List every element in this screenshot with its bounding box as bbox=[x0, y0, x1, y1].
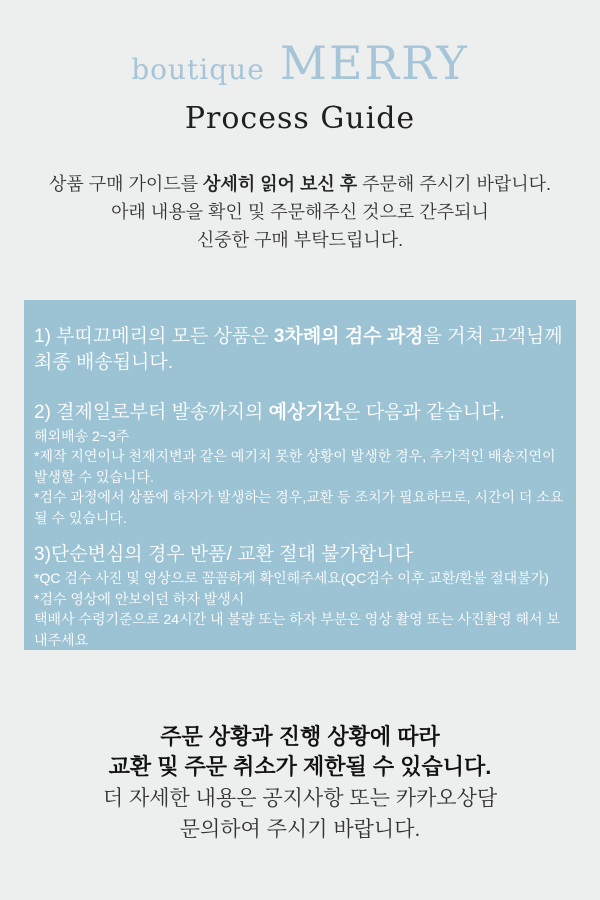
spacer bbox=[34, 376, 566, 400]
notice-item3-note-1: *QC 검수 사진 및 영상으로 꼼꼼하게 확인해주세요(QC검수 이후 교환/환불 절대불가) bbox=[34, 570, 549, 587]
notice-item-1 bbox=[34, 324, 566, 376]
brand-name: MERRY bbox=[279, 36, 469, 90]
notice-item2-bold: 예상기간 bbox=[268, 401, 343, 423]
intro-paragraph bbox=[0, 170, 600, 254]
notice-item2-post: 은 다음과 같습니다. bbox=[342, 401, 505, 423]
notice-item1-post: 을 거쳐 고객님께 최종 배송됩니다. bbox=[34, 325, 563, 373]
footer-bold-line-2: 교환 및 주문 취소가 제한될 수 있습니다. bbox=[108, 753, 492, 779]
intro-line-3: 신중한 구매 부탁드립니다. bbox=[196, 229, 404, 250]
intro-line-1 bbox=[0, 170, 600, 198]
notice-item1-bold: 3차례의 검수 과정 bbox=[273, 325, 424, 347]
notice-item2-pre: 2) 결제일로부터 발송까지의 bbox=[34, 401, 269, 423]
intro-line1-bold: 상세히 읽어 보신 후 bbox=[203, 173, 358, 194]
notice-box bbox=[24, 300, 576, 650]
notice-item2-note-1: 해외배송 2~3주 bbox=[34, 427, 130, 444]
notice-item3-note-3: 택배사 수령기준으로 24시간 내 불량 또는 하자 부분은 영상 촬영 또는 사진촬영 해서 보내주세요 bbox=[34, 611, 560, 648]
footer-warning bbox=[0, 722, 600, 844]
intro-line1-pre: 상품 구매 가이드를 bbox=[48, 173, 204, 194]
notice-item1-pre: 1) 부띠끄메리의 모든 상품은 bbox=[34, 325, 274, 347]
notice-item-3-heading: 3)단순변심의 경우 반품/ 교환 절대 불가합니다 bbox=[34, 544, 413, 566]
brand-prefix: boutique bbox=[131, 53, 265, 86]
notice-item-2-heading bbox=[34, 400, 566, 426]
footer-bold-line-1: 주문 상황과 진행 상황에 따라 bbox=[160, 723, 440, 749]
notice-item2-note-3: *검수 과정에서 상품에 하자가 발생하는 경우,교환 등 조치가 필요하므로, 시간이 더 소요될 수 있습니다. bbox=[34, 489, 564, 526]
page-title: Process Guide bbox=[184, 100, 416, 136]
footer-line-3: 더 자세한 내용은 공지사항 또는 카카오상담 bbox=[102, 786, 498, 810]
intro-line1-post: 주문해 주시기 바랍니다. bbox=[357, 173, 552, 194]
brand-header bbox=[0, 0, 600, 89]
spacer bbox=[34, 528, 566, 542]
notice-item2-note-2: *제작 지연이나 천재지변과 같은 예기치 못한 상황이 발생한 경우, 추가적인 배송지연이 발생할 수 있습니다. bbox=[34, 448, 556, 485]
intro-line-2: 아래 내용을 확인 및 주문해주신 것으로 간주되니 bbox=[111, 201, 489, 222]
notice-item3-note-2: *검수 영상에 안보이던 하자 발생시 bbox=[34, 590, 245, 607]
footer-line-4: 문의하여 주시기 바랍니다. bbox=[179, 817, 421, 841]
